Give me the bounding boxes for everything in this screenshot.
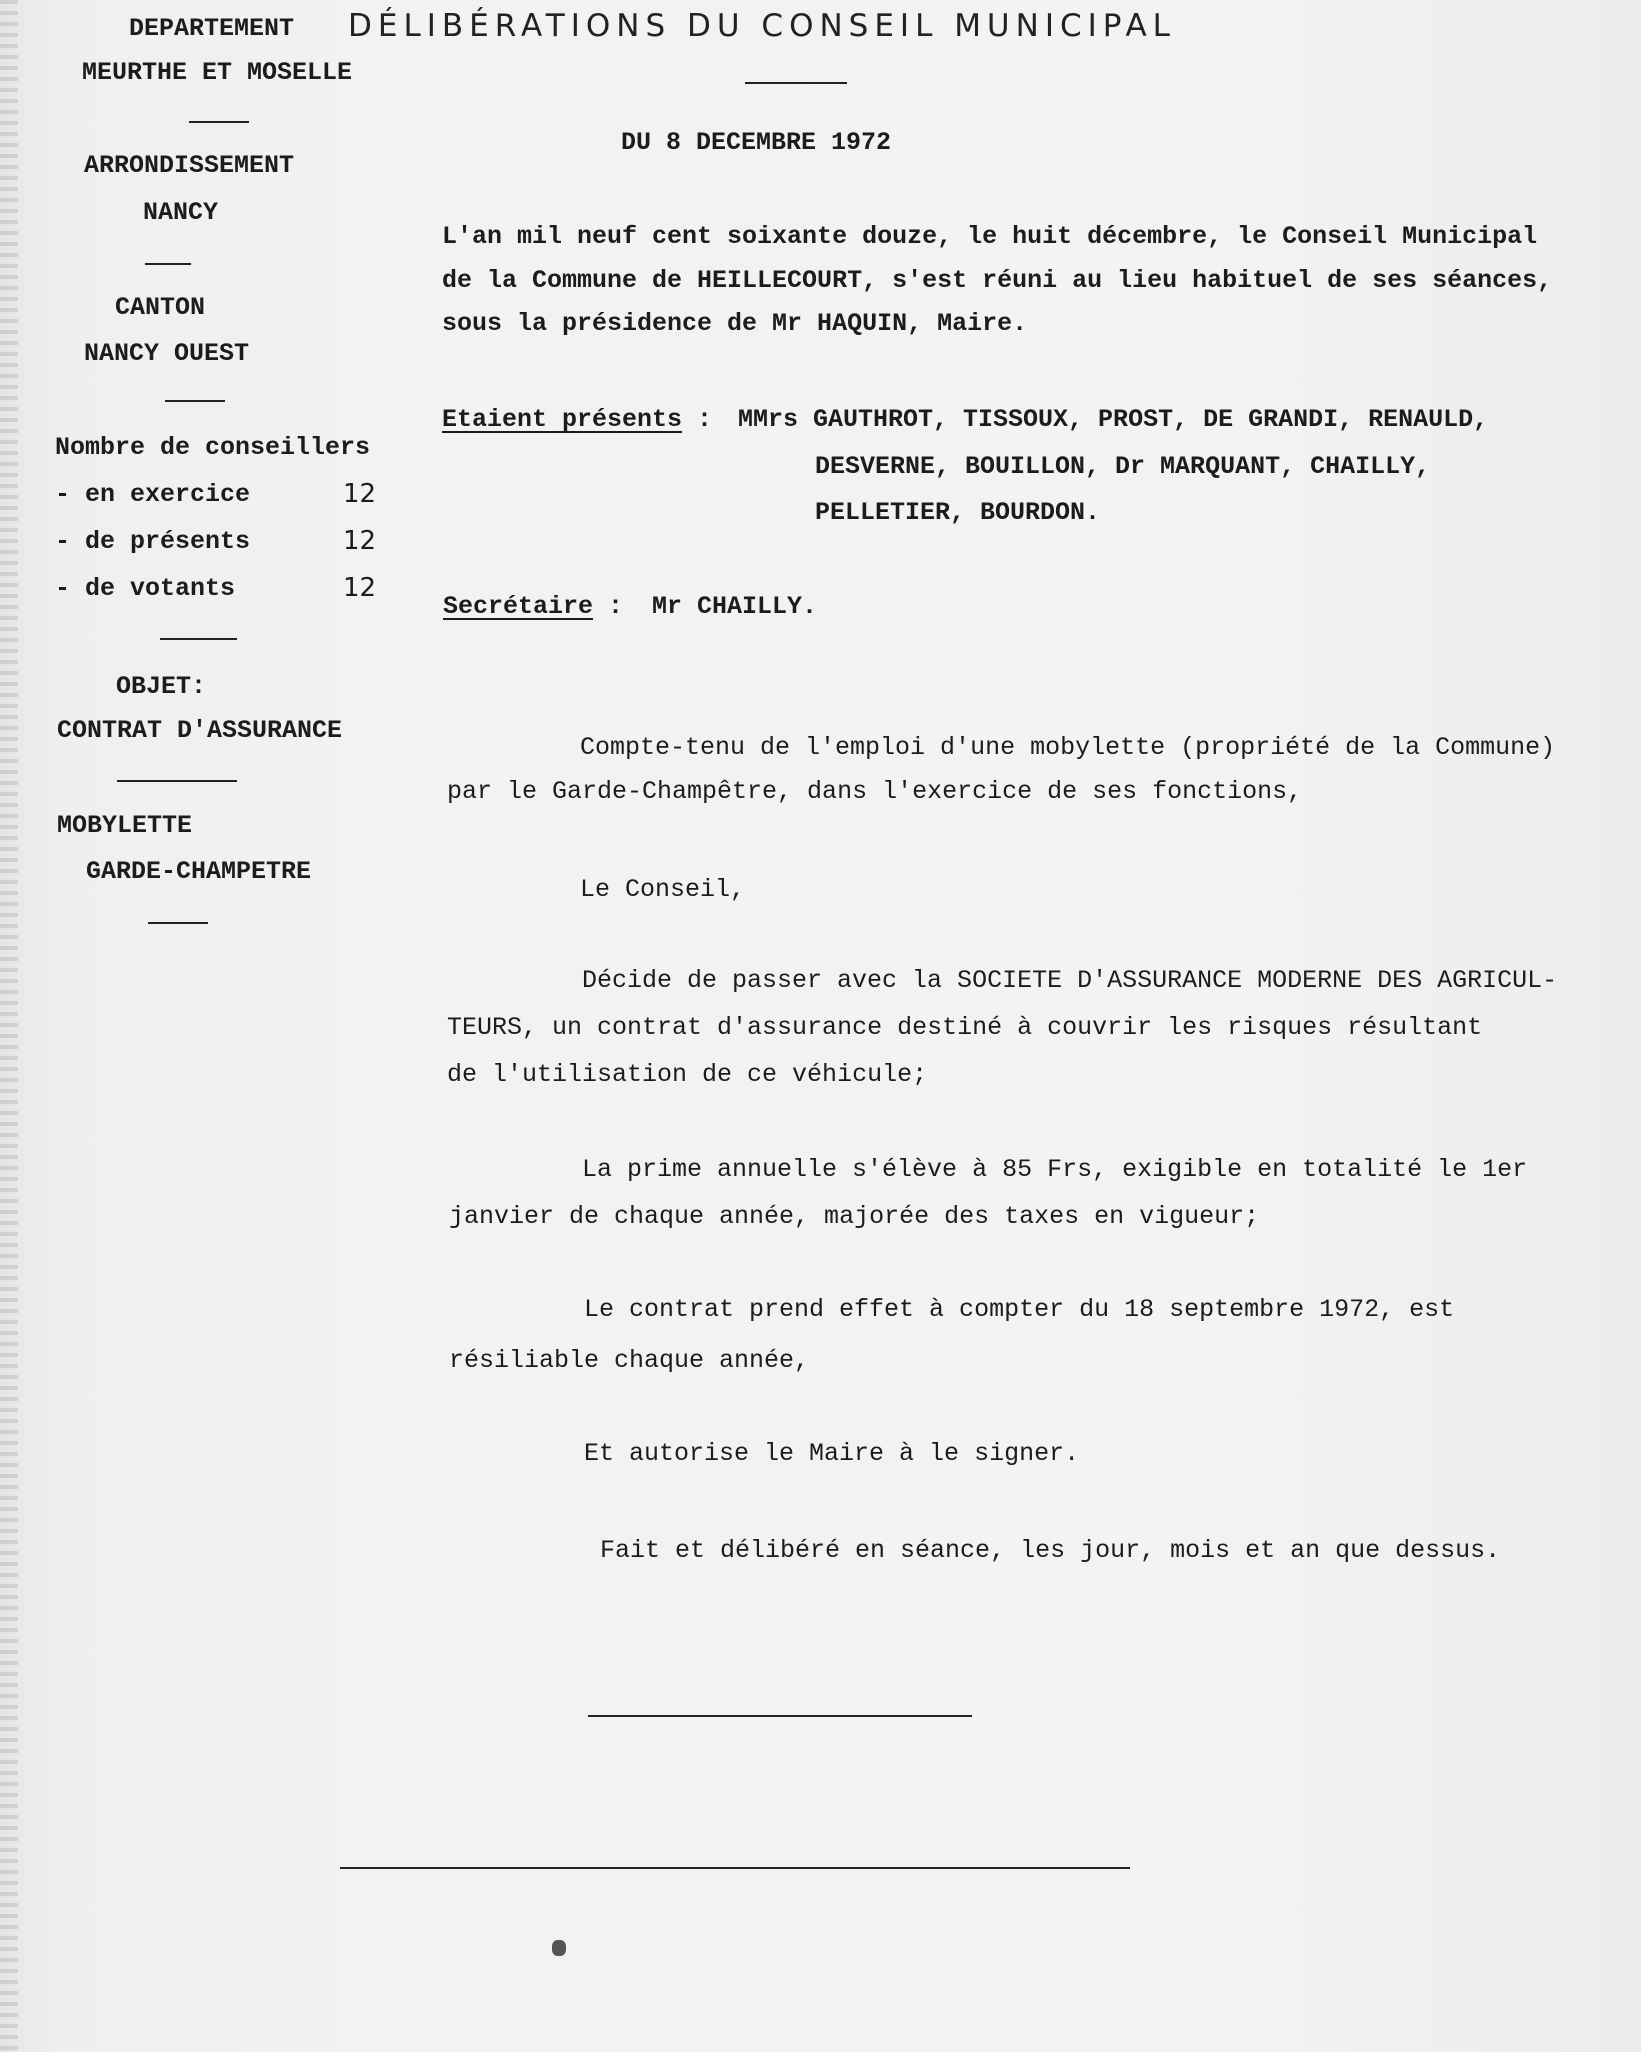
presents-line-1: MMrs GAUTHROT, TISSOUX, PROST, DE GRANDI, RENAULD, [738,405,1489,434]
count-label-exercice: - en exercice [55,480,251,509]
sidebar-divider [117,780,237,782]
secretaire-colon: : [608,592,624,621]
compte-line-2: par le Garde-Champêtre, dans l'exercice de ses fonctions, [447,777,1303,806]
presents-line-2: DESVERNE, BOUILLON, Dr MARQUANT, CHAILLY, [815,452,1431,481]
arrondissement-value: NANCY [143,198,219,227]
canton-value: NANCY OUEST [84,339,250,368]
sidebar-divider [148,922,208,924]
count-value-exercice: 12 [343,479,377,509]
contrat-line-1: Le contrat prend effet à compter du 18 septembre 1972, est [584,1295,1455,1324]
mobylette-label: MOBYLETTE [57,811,193,840]
intro-line-3: sous la présidence de Mr HAQUIN, Maire. [442,309,1028,338]
conseillers-heading: Nombre de conseillers [55,433,371,462]
fait-line: Fait et délibéré en séance, les jour, mois et an que dessus. [600,1536,1501,1565]
date-line: DU 8 DECEMBRE 1972 [621,128,892,157]
presents-label: Etaient présents [442,405,683,434]
title-divider [745,82,847,84]
garde-champetre-label: GARDE-CHAMPETRE [86,857,312,886]
arrondissement-label: ARRONDISSEMENT [84,151,295,180]
contrat-line-2: résiliable chaque année, [449,1346,810,1375]
intro-line-1: L'an mil neuf cent soixante douze, le huit décembre, le Conseil Municipal [442,222,1538,251]
ink-mark [552,1940,566,1956]
presents-colon: : [697,405,713,434]
presents-line-3: PELLETIER, BOURDON. [815,498,1101,527]
page-perforation-edge [0,0,18,2052]
departement-label: DEPARTEMENT [129,14,295,43]
bottom-rule [340,1867,1130,1869]
page-title: DÉLIBÉRATIONS DU CONSEIL MUNICIPAL [348,8,1176,44]
signature-line [588,1715,972,1717]
count-label-votants: - de votants [55,574,236,603]
sidebar-divider [160,638,237,640]
prime-line-2: janvier de chaque année, majorée des taxes en vigueur; [449,1202,1260,1231]
secretaire-label: Secrétaire [443,592,594,621]
objet-value: CONTRAT D'ASSURANCE [57,716,343,745]
conseil-line: Le Conseil, [580,875,746,904]
count-value-presents: 12 [343,526,377,556]
count-value-votants: 12 [343,573,377,603]
secretaire-value: Mr CHAILLY. [652,592,818,621]
sidebar-divider [165,400,225,402]
sidebar-divider [189,121,249,123]
canton-label: CANTON [115,293,206,322]
intro-line-2: de la Commune de HEILLECOURT, s'est réuni au lieu habituel de ses séances, [442,266,1553,295]
sidebar-divider [145,263,191,265]
autorise-line: Et autorise le Maire à le signer. [584,1439,1080,1468]
compte-line-1: Compte-tenu de l'emploi d'une mobylette (propriété de la Commune) [580,733,1556,762]
count-label-presents: - de présents [55,527,251,556]
decide-line-1: Décide de passer avec la SOCIETE D'ASSURANCE MODERNE DES AGRICUL- [582,966,1558,995]
prime-line-1: La prime annuelle s'élève à 85 Frs, exigible en totalité le 1er [582,1155,1528,1184]
objet-label: OBJET: [116,672,207,701]
departement-value: MEURTHE ET MOSELLE [82,58,353,87]
decide-line-3: de l'utilisation de ce véhicule; [447,1060,928,1089]
decide-line-2: TEURS, un contrat d'assurance destiné à couvrir les risques résultant [447,1013,1483,1042]
